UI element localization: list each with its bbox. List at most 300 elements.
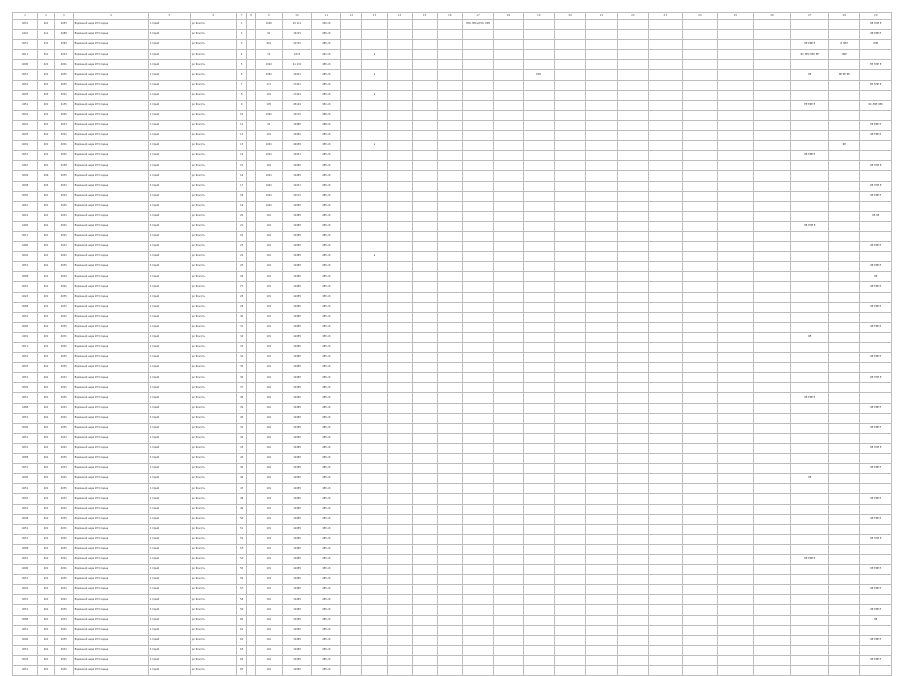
table-cell: 6 xyxy=(236,70,246,80)
table-cell xyxy=(682,433,718,443)
table-cell xyxy=(791,454,829,464)
table-cell xyxy=(586,353,617,363)
table-cell xyxy=(682,221,718,231)
table-cell xyxy=(753,585,791,595)
table-cell xyxy=(523,403,554,413)
table-row xyxy=(13,353,892,363)
table-cell xyxy=(523,484,554,494)
table-cell xyxy=(247,343,255,353)
table-cell: ЯЕ ЕЯЕ Е xyxy=(860,30,892,40)
table-cell: 401 xyxy=(38,413,55,423)
table-cell xyxy=(387,575,412,585)
table-cell xyxy=(753,524,791,534)
table-row xyxy=(13,272,892,282)
table-cell xyxy=(341,141,362,151)
table-cell xyxy=(341,585,362,595)
column-header: 21 xyxy=(586,13,617,20)
table-cell xyxy=(247,625,255,635)
table-cell: 1000 xyxy=(255,20,282,30)
table-cell: 401 xyxy=(38,474,55,484)
table-cell: 1674 xyxy=(282,50,311,60)
table-cell: ЯЕ ЕЯЕ Е xyxy=(860,302,892,312)
table-cell xyxy=(523,221,554,231)
table-cell xyxy=(387,80,412,90)
table-cell: 191 xyxy=(255,252,282,262)
table-cell: 4031 xyxy=(54,302,73,312)
table-cell xyxy=(829,302,860,312)
table-cell: 1 Сірий xyxy=(149,343,191,353)
table-cell xyxy=(462,343,493,353)
table-cell xyxy=(829,544,860,554)
table-cell xyxy=(829,666,860,676)
table-cell xyxy=(494,413,523,423)
table-cell xyxy=(412,464,437,474)
table-cell xyxy=(247,504,255,514)
table-cell xyxy=(554,272,585,282)
table-cell xyxy=(494,252,523,262)
table-cell xyxy=(554,40,585,50)
table-cell: 401 xyxy=(38,211,55,221)
table-cell xyxy=(791,504,829,514)
table-cell: 4035 xyxy=(54,575,73,585)
table-cell xyxy=(617,635,648,645)
table-cell xyxy=(462,40,493,50)
table-cell xyxy=(437,30,462,40)
table-cell xyxy=(523,201,554,211)
table-cell xyxy=(387,534,412,544)
table-cell: 4051 xyxy=(13,70,38,80)
table-cell xyxy=(523,494,554,504)
table-cell xyxy=(362,413,387,423)
table-cell xyxy=(682,353,718,363)
table-cell xyxy=(718,484,754,494)
table-cell xyxy=(494,120,523,130)
table-cell: Відмінний нерв 1НЧ Серце xyxy=(73,504,148,514)
table-row xyxy=(13,20,892,30)
table-cell xyxy=(829,524,860,534)
table-cell xyxy=(829,262,860,272)
table-cell xyxy=(523,353,554,363)
table-cell: ЯЕ ЕЯЕ Е xyxy=(860,464,892,474)
table-cell: ЯЕ xyxy=(829,141,860,151)
table-cell xyxy=(718,383,754,393)
table-cell xyxy=(412,534,437,544)
table-cell xyxy=(412,383,437,393)
table-cell xyxy=(649,90,682,100)
table-cell xyxy=(753,484,791,494)
table-cell xyxy=(554,373,585,383)
table-cell xyxy=(682,343,718,353)
table-cell xyxy=(718,40,754,50)
table-cell xyxy=(649,554,682,564)
table-cell xyxy=(586,575,617,585)
table-cell: 191 xyxy=(255,524,282,534)
table-cell xyxy=(437,211,462,221)
table-cell: ЯЕ ЕЯЕ Е xyxy=(791,554,829,564)
table-cell xyxy=(753,332,791,342)
table-row xyxy=(13,161,892,171)
column-header: 23 xyxy=(649,13,682,20)
table-cell: 1 Сірий xyxy=(149,282,191,292)
table-cell xyxy=(412,575,437,585)
table-cell xyxy=(387,494,412,504)
table-cell xyxy=(554,554,585,564)
table-cell: pn Ясність xyxy=(190,171,236,181)
table-cell: 55 xyxy=(236,565,246,575)
table-cell: ЛЯЕ xyxy=(829,50,860,60)
table-cell: pn Ясність xyxy=(190,201,236,211)
table-cell: 485 об xyxy=(312,605,341,615)
table-cell: Відмінний нерв 1НЧ Серце xyxy=(73,454,148,464)
table-cell xyxy=(387,595,412,605)
table-cell xyxy=(523,272,554,282)
table-cell: Б НЕЛ xyxy=(829,40,860,50)
table-cell xyxy=(718,252,754,262)
table-cell: 191 xyxy=(255,211,282,221)
table-cell xyxy=(753,141,791,151)
table-cell xyxy=(362,443,387,453)
table-cell: 171 xyxy=(255,80,282,90)
table-cell xyxy=(412,120,437,130)
table-cell xyxy=(860,343,892,353)
table-cell xyxy=(682,484,718,494)
table-cell xyxy=(387,110,412,120)
table-cell: 29 xyxy=(236,302,246,312)
table-cell xyxy=(617,312,648,322)
table-cell xyxy=(682,373,718,383)
table-cell: pn Ясність xyxy=(190,645,236,655)
table-cell xyxy=(362,322,387,332)
table-cell xyxy=(791,494,829,504)
table-cell xyxy=(649,231,682,241)
table-cell xyxy=(523,231,554,241)
table-cell: 1001 xyxy=(255,151,282,161)
table-cell: 4035 xyxy=(54,80,73,90)
table-cell: 10485 xyxy=(282,413,311,423)
table-cell xyxy=(387,363,412,373)
table-cell xyxy=(753,221,791,231)
column-header: 13 xyxy=(362,13,387,20)
table-cell xyxy=(412,242,437,252)
table-cell xyxy=(412,443,437,453)
table-cell xyxy=(523,373,554,383)
table-cell xyxy=(860,50,892,60)
table-cell xyxy=(247,40,255,50)
table-cell xyxy=(718,262,754,272)
table-cell xyxy=(682,110,718,120)
table-cell xyxy=(649,353,682,363)
table-cell xyxy=(247,161,255,171)
table-cell: 4051 xyxy=(13,504,38,514)
table-cell: 1 Сірий xyxy=(149,20,191,30)
table-cell: 10485 xyxy=(282,433,311,443)
table-cell xyxy=(753,544,791,554)
table-cell xyxy=(554,595,585,605)
table-cell xyxy=(753,615,791,625)
table-cell: 191 xyxy=(255,423,282,433)
table-cell: Відмінний нерв 1НЧ Серце xyxy=(73,615,148,625)
table-cell: 191 xyxy=(255,322,282,332)
table-cell xyxy=(462,443,493,453)
table-cell: 1 Сірий xyxy=(149,363,191,373)
table-cell: pn Ясність xyxy=(190,393,236,403)
table-cell xyxy=(586,373,617,383)
table-cell xyxy=(554,464,585,474)
table-cell: Відмінний нерв 1НЧ Серце xyxy=(73,211,148,221)
table-cell xyxy=(494,221,523,231)
table-cell: 10485 xyxy=(282,595,311,605)
table-cell: ЯЕ ЕЯЕ Е xyxy=(860,131,892,141)
table-cell xyxy=(649,80,682,90)
table-cell xyxy=(341,353,362,363)
table-cell: pn Ясність xyxy=(190,262,236,272)
table-cell xyxy=(829,635,860,645)
table-cell: Відмінний нерв 1НЧ Серце xyxy=(73,413,148,423)
table-cell xyxy=(617,454,648,464)
table-cell xyxy=(791,605,829,615)
table-cell xyxy=(247,181,255,191)
table-cell xyxy=(860,141,892,151)
table-cell xyxy=(829,585,860,595)
table-cell xyxy=(341,312,362,322)
table-cell: 191 xyxy=(255,272,282,282)
table-cell xyxy=(412,544,437,554)
table-cell: 4289 xyxy=(54,30,73,40)
table-cell xyxy=(462,100,493,110)
table-cell xyxy=(617,70,648,80)
table-cell: Відмінний нерв 1НЧ Серце xyxy=(73,393,148,403)
table-cell: 401 xyxy=(38,282,55,292)
table-cell: pn Ясність xyxy=(190,625,236,635)
table-cell xyxy=(387,332,412,342)
column-header: 2 xyxy=(38,13,55,20)
table-cell xyxy=(860,221,892,231)
table-cell xyxy=(718,211,754,221)
table-cell xyxy=(494,312,523,322)
table-cell xyxy=(523,423,554,433)
table-cell xyxy=(682,262,718,272)
table-cell xyxy=(753,282,791,292)
table-cell: 485 об xyxy=(312,131,341,141)
table-cell: 1 Сірий xyxy=(149,332,191,342)
table-cell xyxy=(829,443,860,453)
table-cell xyxy=(829,90,860,100)
table-cell: ЯЕ ЕЯЕ Е xyxy=(791,151,829,161)
table-cell: 4088 xyxy=(13,302,38,312)
table-cell: 191 xyxy=(255,373,282,383)
table-cell xyxy=(860,575,892,585)
table-cell xyxy=(387,524,412,534)
table-cell: 485 об xyxy=(312,171,341,181)
table-row xyxy=(13,443,892,453)
table-cell xyxy=(341,575,362,585)
table-cell: Відмінний нерв 1НЧ Серце xyxy=(73,474,148,484)
table-cell xyxy=(494,50,523,60)
table-cell: 4061 xyxy=(13,201,38,211)
table-cell xyxy=(791,131,829,141)
table-cell xyxy=(649,141,682,151)
table-cell xyxy=(494,231,523,241)
table-cell: 36 xyxy=(236,373,246,383)
table-cell xyxy=(412,605,437,615)
table-cell: 4051 xyxy=(13,464,38,474)
table-cell xyxy=(617,615,648,625)
table-cell: 4001 xyxy=(54,221,73,231)
table-cell xyxy=(523,413,554,423)
table-cell xyxy=(362,80,387,90)
table-cell: Відмінний нерв 1НЧ Серце xyxy=(73,585,148,595)
table-row xyxy=(13,191,892,201)
table-cell xyxy=(682,443,718,453)
table-cell: 4051 xyxy=(13,575,38,585)
table-cell: 47 xyxy=(236,484,246,494)
table-cell xyxy=(791,30,829,40)
table-cell xyxy=(523,282,554,292)
table-cell: 191 xyxy=(255,413,282,423)
table-cell xyxy=(829,464,860,474)
table-cell xyxy=(494,565,523,575)
table-cell: Відмінний нерв 1НЧ Серце xyxy=(73,141,148,151)
table-row xyxy=(13,312,892,322)
table-row xyxy=(13,110,892,120)
table-cell: pn Ясність xyxy=(190,131,236,141)
table-cell xyxy=(860,363,892,373)
table-cell xyxy=(437,605,462,615)
table-cell xyxy=(523,141,554,151)
table-cell xyxy=(247,272,255,282)
table-cell: 401 xyxy=(38,504,55,514)
table-cell xyxy=(617,131,648,141)
table-cell: 4024 xyxy=(13,292,38,302)
table-cell xyxy=(341,231,362,241)
table-cell xyxy=(554,353,585,363)
table-cell: 1 Сірий xyxy=(149,666,191,676)
table-cell xyxy=(247,454,255,464)
table-cell xyxy=(412,413,437,423)
table-cell xyxy=(554,524,585,534)
table-cell xyxy=(718,312,754,322)
table-cell xyxy=(649,343,682,353)
table-cell xyxy=(412,403,437,413)
table-cell xyxy=(412,191,437,201)
table-cell: 4051 xyxy=(13,20,38,30)
table-cell xyxy=(412,221,437,231)
table-cell xyxy=(462,433,493,443)
table-cell: Відмінний нерв 1НЧ Серце xyxy=(73,433,148,443)
table-cell xyxy=(412,211,437,221)
table-cell xyxy=(554,585,585,595)
table-cell xyxy=(437,625,462,635)
table-cell: 1 Сірий xyxy=(149,50,191,60)
table-cell xyxy=(753,292,791,302)
table-cell: 485 об xyxy=(312,312,341,322)
table-cell: 1 Сірий xyxy=(149,615,191,625)
table-cell xyxy=(437,242,462,252)
table-cell xyxy=(753,110,791,120)
table-cell xyxy=(791,524,829,534)
table-cell xyxy=(362,332,387,342)
table-cell xyxy=(682,282,718,292)
table-cell: Відмінний нерв 1НЧ Серце xyxy=(73,484,148,494)
table-cell: ЕЕ ЕЯЕ Е xyxy=(791,100,829,110)
table-cell xyxy=(247,433,255,443)
table-cell: ЯЕ ЕЯЕ Е xyxy=(860,423,892,433)
table-cell: 4263 xyxy=(54,40,73,50)
table-cell xyxy=(412,363,437,373)
table-cell xyxy=(617,181,648,191)
table-cell xyxy=(791,383,829,393)
table-cell xyxy=(753,50,791,60)
table-cell: 1081 xyxy=(255,70,282,80)
table-cell: Відмінний нерв 1НЧ Серце xyxy=(73,565,148,575)
table-cell: pn Ясність xyxy=(190,30,236,40)
table-cell xyxy=(462,615,493,625)
table-cell xyxy=(412,80,437,90)
table-cell xyxy=(387,474,412,484)
table-cell xyxy=(791,20,829,30)
table-cell: 1 Сірий xyxy=(149,141,191,151)
table-cell xyxy=(649,282,682,292)
table-cell: 485 об xyxy=(312,353,341,363)
table-cell xyxy=(617,262,648,272)
table-cell xyxy=(586,343,617,353)
table-cell xyxy=(523,464,554,474)
table-cell xyxy=(437,90,462,100)
table-cell: ЯЕ ПЛЕ Е xyxy=(860,443,892,453)
table-cell: ЕЯС xyxy=(523,70,554,80)
table-row xyxy=(13,151,892,161)
table-cell: Відмінний нерв 1НЧ Серце xyxy=(73,30,148,40)
table-cell xyxy=(462,332,493,342)
table-cell: 5 xyxy=(236,60,246,70)
table-cell: ЯЕ ЕЯЕ Е xyxy=(860,565,892,575)
table-cell: 401 xyxy=(38,272,55,282)
table-cell: 485 об xyxy=(312,393,341,403)
table-cell xyxy=(586,554,617,564)
table-cell xyxy=(523,615,554,625)
table-cell xyxy=(523,666,554,676)
table-cell xyxy=(829,231,860,241)
table-cell xyxy=(462,504,493,514)
table-cell xyxy=(718,292,754,302)
table-cell xyxy=(437,161,462,171)
table-cell xyxy=(462,585,493,595)
table-cell: 27 xyxy=(236,282,246,292)
table-cell xyxy=(860,70,892,80)
table-cell: 401 xyxy=(38,403,55,413)
table-cell: 4000 xyxy=(13,423,38,433)
table-cell xyxy=(523,312,554,322)
table-cell xyxy=(617,393,648,403)
table-cell: ЕЕ ПЛЕ Е xyxy=(860,80,892,90)
table-cell: 10485 xyxy=(282,292,311,302)
table-cell xyxy=(437,272,462,282)
table-cell: Відмінний нерв 1НЧ Серце xyxy=(73,635,148,645)
table-cell xyxy=(860,383,892,393)
table-cell: pn Ясність xyxy=(190,585,236,595)
table-cell xyxy=(247,211,255,221)
table-cell xyxy=(412,494,437,504)
column-header: 16 xyxy=(437,13,462,20)
table-cell: 10485 xyxy=(282,484,311,494)
table-cell: Відмінний нерв 1НЧ Серце xyxy=(73,262,148,272)
table-cell: 191 xyxy=(255,615,282,625)
table-cell: pn Ясність xyxy=(190,413,236,423)
table-cell xyxy=(494,40,523,50)
table-cell xyxy=(718,373,754,383)
table-cell xyxy=(554,423,585,433)
table-row xyxy=(13,494,892,504)
